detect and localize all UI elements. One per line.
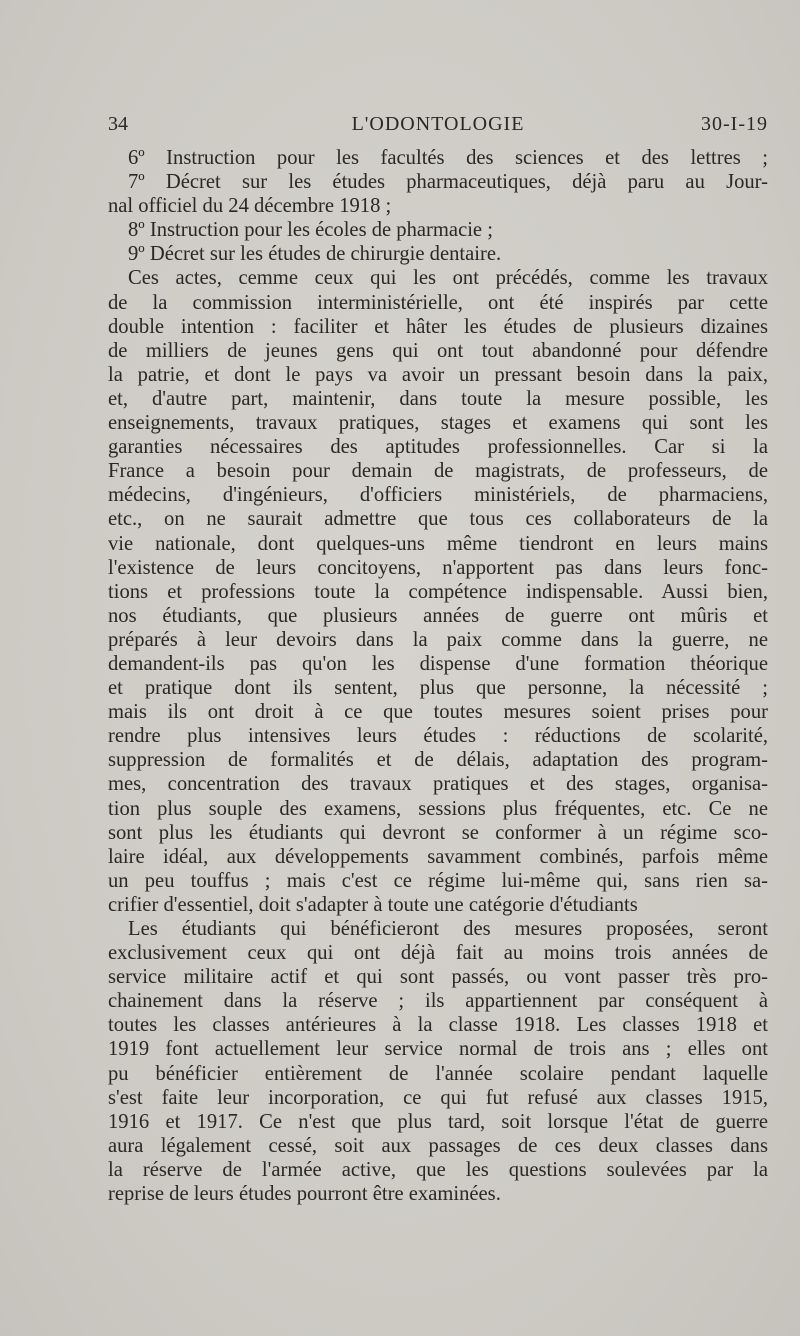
text-line: toutes les classes antérieures à la classe 1918. Les classes 1918 et (108, 1014, 768, 1037)
text-line: France a besoin pour demain de magistrats, de professeurs, de (108, 460, 768, 483)
text-line: exclusivement ceux qui ont déjà fait au moins trois années de (108, 942, 768, 965)
text-line: garanties nécessaires des aptitudes professionnelles. Car si la (108, 436, 768, 459)
text-line: 7º Décret sur les études pharmaceutiques, déjà paru au Jour- (128, 171, 768, 194)
issue-date: 30-I-19 (701, 113, 768, 135)
page-number: 34 (108, 113, 128, 135)
text-line: 9º Décret sur les études de chirurgie dentaire. (128, 243, 502, 266)
article-body (108, 146, 768, 1206)
text-line: etc., on ne saurait admettre que tous ces collaborateurs de la (108, 508, 768, 531)
text-line: s'est faite leur incorporation, ce qui fut refusé aux classes 1915, (108, 1086, 768, 1109)
text-line: nos étudiants, que plusieurs années de guerre ont mûris et (108, 604, 768, 627)
text-line: 1916 et 1917. Ce n'est que plus tard, soit lorsque l'état de guerre (108, 1110, 768, 1133)
text-line: double intention : faciliter et hâter les études de plusieurs dizaines (108, 315, 768, 338)
text-line: tion plus souple des examens, sessions plus fréquentes, etc. Ce ne (108, 797, 768, 820)
text-line: Les étudiants qui bénéficieront des mesures proposées, seront (128, 918, 768, 940)
text-line: Ces actes, cemme ceux qui les ont précédés, comme les travaux (128, 267, 768, 290)
text-line: demandent-ils pas qu'on les dispense d'une formation théorique (108, 652, 768, 675)
text-line: aura légalement cessé, soit aux passages de ces deux classes dans (108, 1134, 768, 1157)
journal-title: L'ODONTOLOGIE (351, 113, 525, 135)
text-line: de milliers de jeunes gens qui ont tout abandonné pour défendre (108, 339, 768, 362)
text-line: l'existence de leurs concitoyens, n'apportent pas dans leurs fonc- (108, 556, 768, 579)
text-line: reprise de leurs études pourront être examinées. (108, 1183, 501, 1206)
text-line: vie nationale, dont quelques-uns même tiendront en leurs mains (108, 532, 768, 555)
text-line: mais ils ont droit à ce que toutes mesures soient prises pour (108, 701, 768, 724)
text-line: pu bénéficier entièrement de l'année scolaire pendant laquelle (108, 1062, 768, 1085)
text-line: nal officiel du 24 décembre 1918 ; (108, 195, 392, 218)
text-line: enseignements, travaux pratiques, stages et examens qui sont les (108, 412, 768, 435)
text-line: 6º Instruction pour les facultés des sciences et des lettres ; (128, 147, 768, 169)
text-line: 1919 font actuellement leur service normal de trois ans ; elles ont (108, 1038, 768, 1061)
text-line: et, d'autre part, maintenir, dans toute la mesure possible, les (108, 387, 768, 410)
text-line: préparés à leur devoirs dans la paix comme dans la guerre, ne (108, 628, 768, 651)
text-line: médecins, d'ingénieurs, d'officiers ministériels, de pharmaciens, (108, 484, 768, 507)
text-line: tions et professions toute la compétence indispensable. Aussi bien, (108, 580, 768, 603)
text-line: de la commission interministérielle, ont été inspirés par cette (108, 291, 768, 314)
text-line: crifier d'essentiel, doit s'adapter à toute une catégorie d'étudiants (108, 893, 638, 916)
text-line: service militaire actif et qui sont passés, ou vont passer très pro- (108, 966, 768, 989)
text-line: et pratique dont ils sentent, plus que personne, la nécessité ; (108, 677, 768, 700)
text-line: chainement dans la réserve ; ils appartiennent par conséquent à (108, 990, 768, 1013)
running-header (108, 113, 768, 143)
text-line: la patrie, et dont le pays va avoir un pressant besoin dans la paix, (108, 363, 768, 386)
text-line: suppression de formalités et de délais, adaptation des program- (108, 749, 768, 772)
text-line: mes, concentration des travaux pratiques et des stages, organisa- (108, 773, 768, 796)
text-line: 8º Instruction pour les écoles de pharmacie ; (128, 219, 493, 242)
text-line: rendre plus intensives leurs études : réductions de scolarité, (108, 725, 768, 748)
text-line: un peu touffus ; mais c'est ce régime lui-même qui, sans rien sa- (108, 869, 768, 892)
text-line: la réserve de l'armée active, que les questions soulevées par la (108, 1158, 768, 1181)
text-line: laire idéal, aux développements savamment combinés, parfois même (108, 845, 768, 868)
text-line: sont plus les étudiants qui devront se conformer à un régime sco- (108, 821, 768, 844)
